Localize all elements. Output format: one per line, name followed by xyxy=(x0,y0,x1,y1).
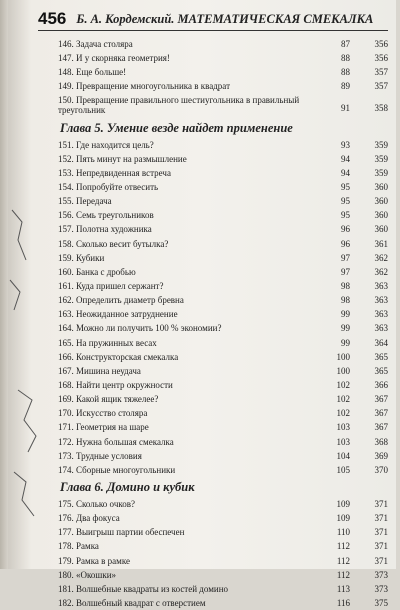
toc-entry xyxy=(58,222,388,236)
toc-entry xyxy=(58,554,388,568)
toc-entry-answer-page: 363 xyxy=(374,323,388,334)
toc-entry xyxy=(58,94,388,118)
toc-entry xyxy=(58,237,388,251)
toc-entry-page: 103 xyxy=(336,422,350,433)
toc-entry xyxy=(58,208,388,222)
toc-entry-answer-page: 357 xyxy=(374,81,388,92)
toc-entry-title: 156. Семь треугольников xyxy=(58,210,154,221)
toc-entry xyxy=(58,406,388,420)
toc-entry-answer-page: 371 xyxy=(374,555,388,566)
toc-entry-page: 88 xyxy=(341,67,350,78)
toc-entry-title: 146. Задача столяра xyxy=(58,39,133,49)
toc-entry-page: 112 xyxy=(336,569,350,580)
toc-entry-title: 167. Мишина неудача xyxy=(58,365,141,376)
toc-entry-page: 97 xyxy=(341,252,350,263)
toc-entry-page: 116 xyxy=(336,597,350,608)
toc-entry-answer-page: 359 xyxy=(374,167,388,178)
toc-entry-title: 173. Трудные условия xyxy=(58,450,142,461)
page-number: 456 xyxy=(38,9,67,28)
toc-entry xyxy=(58,336,388,350)
toc-entry-page: 103 xyxy=(336,436,350,447)
toc-entry xyxy=(58,596,388,610)
toc-entry xyxy=(58,279,388,293)
toc-entry-page: 93 xyxy=(341,139,350,150)
toc-entry-title: 178. Рамка xyxy=(58,541,99,552)
toc-entry xyxy=(58,251,388,265)
toc-entry xyxy=(58,463,388,477)
toc-entry xyxy=(58,449,388,463)
toc-entry xyxy=(58,420,388,434)
toc-entry-page: 105 xyxy=(336,464,350,475)
toc-entry xyxy=(58,392,388,406)
toc-entry xyxy=(58,293,388,307)
toc-entry-page: 98 xyxy=(341,295,350,306)
toc-entry-page: 102 xyxy=(336,408,350,419)
toc-entry-page: 95 xyxy=(341,210,350,221)
toc-entry-answer-page: 375 xyxy=(374,597,388,608)
toc-entry xyxy=(58,307,388,321)
toc-entry-page: 104 xyxy=(336,450,350,461)
toc-entry-page: 96 xyxy=(341,224,350,235)
toc-entry xyxy=(58,539,388,553)
toc-entry-answer-page: 362 xyxy=(374,252,388,263)
toc-entry-page: 94 xyxy=(341,153,350,164)
toc-entry xyxy=(58,350,388,364)
toc-entry-answer-page: 362 xyxy=(374,266,388,277)
book-page xyxy=(8,0,396,608)
toc-entry-page: 98 xyxy=(341,280,350,291)
page-header xyxy=(38,8,388,31)
toc-entry xyxy=(58,511,388,525)
toc-entry-title: 153. Непредвиденная встреча xyxy=(58,167,171,178)
toc-entry-page: 102 xyxy=(336,379,350,390)
toc-entry-title: 162. Определить диаметр бревна xyxy=(58,295,184,306)
toc-entry-page: 87 xyxy=(341,39,350,49)
toc-entry xyxy=(58,265,388,279)
toc-entry-title: 161. Куда пришел сержант? xyxy=(58,280,164,291)
toc-entry-page: 99 xyxy=(341,309,350,320)
running-title: Б. А. Кордемский. МАТЕМАТИЧЕСКАЯ СМЕКАЛКА xyxy=(76,11,374,26)
toc-entry xyxy=(58,37,388,51)
toc-entry-title: 159. Кубики xyxy=(58,252,105,263)
toc-entry-answer-page: 363 xyxy=(374,280,388,291)
toc-entry xyxy=(58,525,388,539)
toc-entry-answer-page: 367 xyxy=(374,394,388,405)
toc-entry-page: 99 xyxy=(341,337,350,348)
toc-entry-title: 155. Передача xyxy=(58,196,112,207)
toc-entry-title: 151. Где находится цель? xyxy=(58,139,154,150)
page-spine xyxy=(0,0,8,569)
toc-entry-title: 149. Превращение многоугольника в квадрат xyxy=(58,81,231,92)
toc-entry-answer-page: 371 xyxy=(374,498,388,509)
toc-entry-title: 165. На пружинных весах xyxy=(58,337,157,348)
toc-entry-page: 100 xyxy=(336,351,350,362)
toc-entry-answer-page: 371 xyxy=(374,541,388,552)
toc-entry-title: 176. Два фокуса xyxy=(58,513,120,524)
toc-entry-title: 174. Сборные многоугольники xyxy=(58,464,176,475)
toc-entry xyxy=(58,152,388,166)
toc-entry xyxy=(58,497,388,511)
toc-entry-title: 172. Нужна большая смекалка xyxy=(58,436,174,447)
toc-entry xyxy=(58,65,388,79)
margin-sketch xyxy=(8,200,48,530)
toc-entry-answer-page: 367 xyxy=(374,422,388,433)
toc-entry-answer-page: 356 xyxy=(374,39,388,49)
toc-entry-answer-page: 367 xyxy=(374,408,388,419)
toc-entry-page: 100 xyxy=(336,365,350,376)
toc-entry-page: 99 xyxy=(341,323,350,334)
toc-entry-title: 160. Банка с дробью xyxy=(58,266,136,277)
toc-entry-page: 91 xyxy=(341,102,350,113)
toc-entry-title: 163. Неожиданное затруднение xyxy=(58,309,178,320)
toc-entry-answer-page: 360 xyxy=(374,196,388,207)
toc-entry-title: 175. Сколько очков? xyxy=(58,498,136,509)
toc-entry-page: 112 xyxy=(336,555,350,566)
toc-entry-page: 110 xyxy=(336,527,350,538)
toc-entry xyxy=(58,194,388,208)
toc-entry-title: 170. Искусство столяра xyxy=(58,408,148,419)
toc-entry-answer-page: 357 xyxy=(374,67,388,78)
toc-entry-page: 102 xyxy=(336,394,350,405)
toc-entry-title: 181. Волшебные квадраты из костей домино xyxy=(58,583,229,594)
toc-entry-answer-page: 365 xyxy=(374,365,388,376)
toc-entry-title: 154. Попробуйте отвесить xyxy=(58,181,159,192)
toc-entry-answer-page: 365 xyxy=(374,351,388,362)
toc-entry-answer-page: 371 xyxy=(374,513,388,524)
toc-entry-title: 166. Конструкторская смекалка xyxy=(58,351,179,362)
toc-entry-page: 88 xyxy=(341,53,350,64)
toc-entry-answer-page: 373 xyxy=(374,569,388,580)
toc-entry-answer-page: 360 xyxy=(374,210,388,221)
toc-entry xyxy=(58,435,388,449)
toc-entry-title: 147. И у скорняка геометрия! xyxy=(58,53,170,64)
toc-entry-answer-page: 366 xyxy=(374,379,388,390)
toc-entry xyxy=(58,568,388,582)
toc-entry-answer-page: 360 xyxy=(374,181,388,192)
toc-entry xyxy=(58,79,388,93)
toc-entry-title: 171. Геометрия на шаре xyxy=(58,422,149,433)
toc-entry-title: 180. «Окошки» xyxy=(58,569,117,580)
toc-entry xyxy=(58,51,388,65)
toc-entry-page: 89 xyxy=(341,81,350,92)
toc-entry-title: 150. Превращение правильного шестиугольника в правильный треугольник xyxy=(58,94,300,116)
toc-entry xyxy=(58,378,388,392)
toc-entry-answer-page: 363 xyxy=(374,295,388,306)
toc-entry xyxy=(58,138,388,152)
toc-entry-page: 97 xyxy=(341,266,350,277)
toc-entry xyxy=(58,180,388,194)
toc-entry-title: 168. Найти центр окружности xyxy=(58,379,173,390)
toc-entry-answer-page: 371 xyxy=(374,527,388,538)
toc-entry-answer-page: 368 xyxy=(374,436,388,447)
toc-entry-answer-page: 361 xyxy=(374,238,388,249)
toc-entry xyxy=(58,321,388,335)
table-of-contents xyxy=(58,37,388,610)
toc-entry-answer-page: 359 xyxy=(374,139,388,150)
toc-entry-page: 113 xyxy=(336,583,350,594)
toc-entry-title: 158. Сколько весит бутылка? xyxy=(58,238,169,249)
toc-entry-page: 112 xyxy=(336,541,350,552)
toc-entry-page: 95 xyxy=(341,181,350,192)
toc-entry-title: 182. Волшебный квадрат с отверстием xyxy=(58,597,206,608)
toc-entry-title: 177. Выигрыш партии обеспечен xyxy=(58,527,185,538)
toc-entry-title: 169. Какой ящик тяжелее? xyxy=(58,394,159,405)
toc-entry-answer-page: 370 xyxy=(374,464,388,475)
toc-entry-answer-page: 360 xyxy=(374,224,388,235)
toc-entry-page: 109 xyxy=(336,513,350,524)
toc-entry-title: 148. Еще больше! xyxy=(58,67,127,78)
toc-entry-answer-page: 373 xyxy=(374,583,388,594)
toc-entry xyxy=(58,166,388,180)
toc-entry-page: 109 xyxy=(336,498,350,509)
toc-entry-answer-page: 369 xyxy=(374,450,388,461)
toc-entry-answer-page: 364 xyxy=(374,337,388,348)
toc-entry-page: 94 xyxy=(341,167,350,178)
toc-entry-title: 152. Пять минут на размышление xyxy=(58,153,187,164)
toc-entry-page: 95 xyxy=(341,196,350,207)
toc-entry-title: 179. Рамка в рамке xyxy=(58,555,131,566)
toc-entry-answer-page: 356 xyxy=(374,53,388,64)
toc-entry-page: 96 xyxy=(341,238,350,249)
toc-entry-title: 164. Можно ли получить 100 % экономии? xyxy=(58,323,222,334)
toc-entry-title: 157. Полотна художника xyxy=(58,224,152,235)
toc-entry-answer-page: 359 xyxy=(374,153,388,164)
toc-entry xyxy=(58,364,388,378)
toc-entry-answer-page: 358 xyxy=(374,102,388,113)
toc-entry xyxy=(58,582,388,596)
chapter-heading: Глава 6. Домино и кубик xyxy=(60,479,195,494)
toc-entry-answer-page: 363 xyxy=(374,309,388,320)
chapter-heading: Глава 5. Умение везде найдет применение xyxy=(60,120,293,135)
